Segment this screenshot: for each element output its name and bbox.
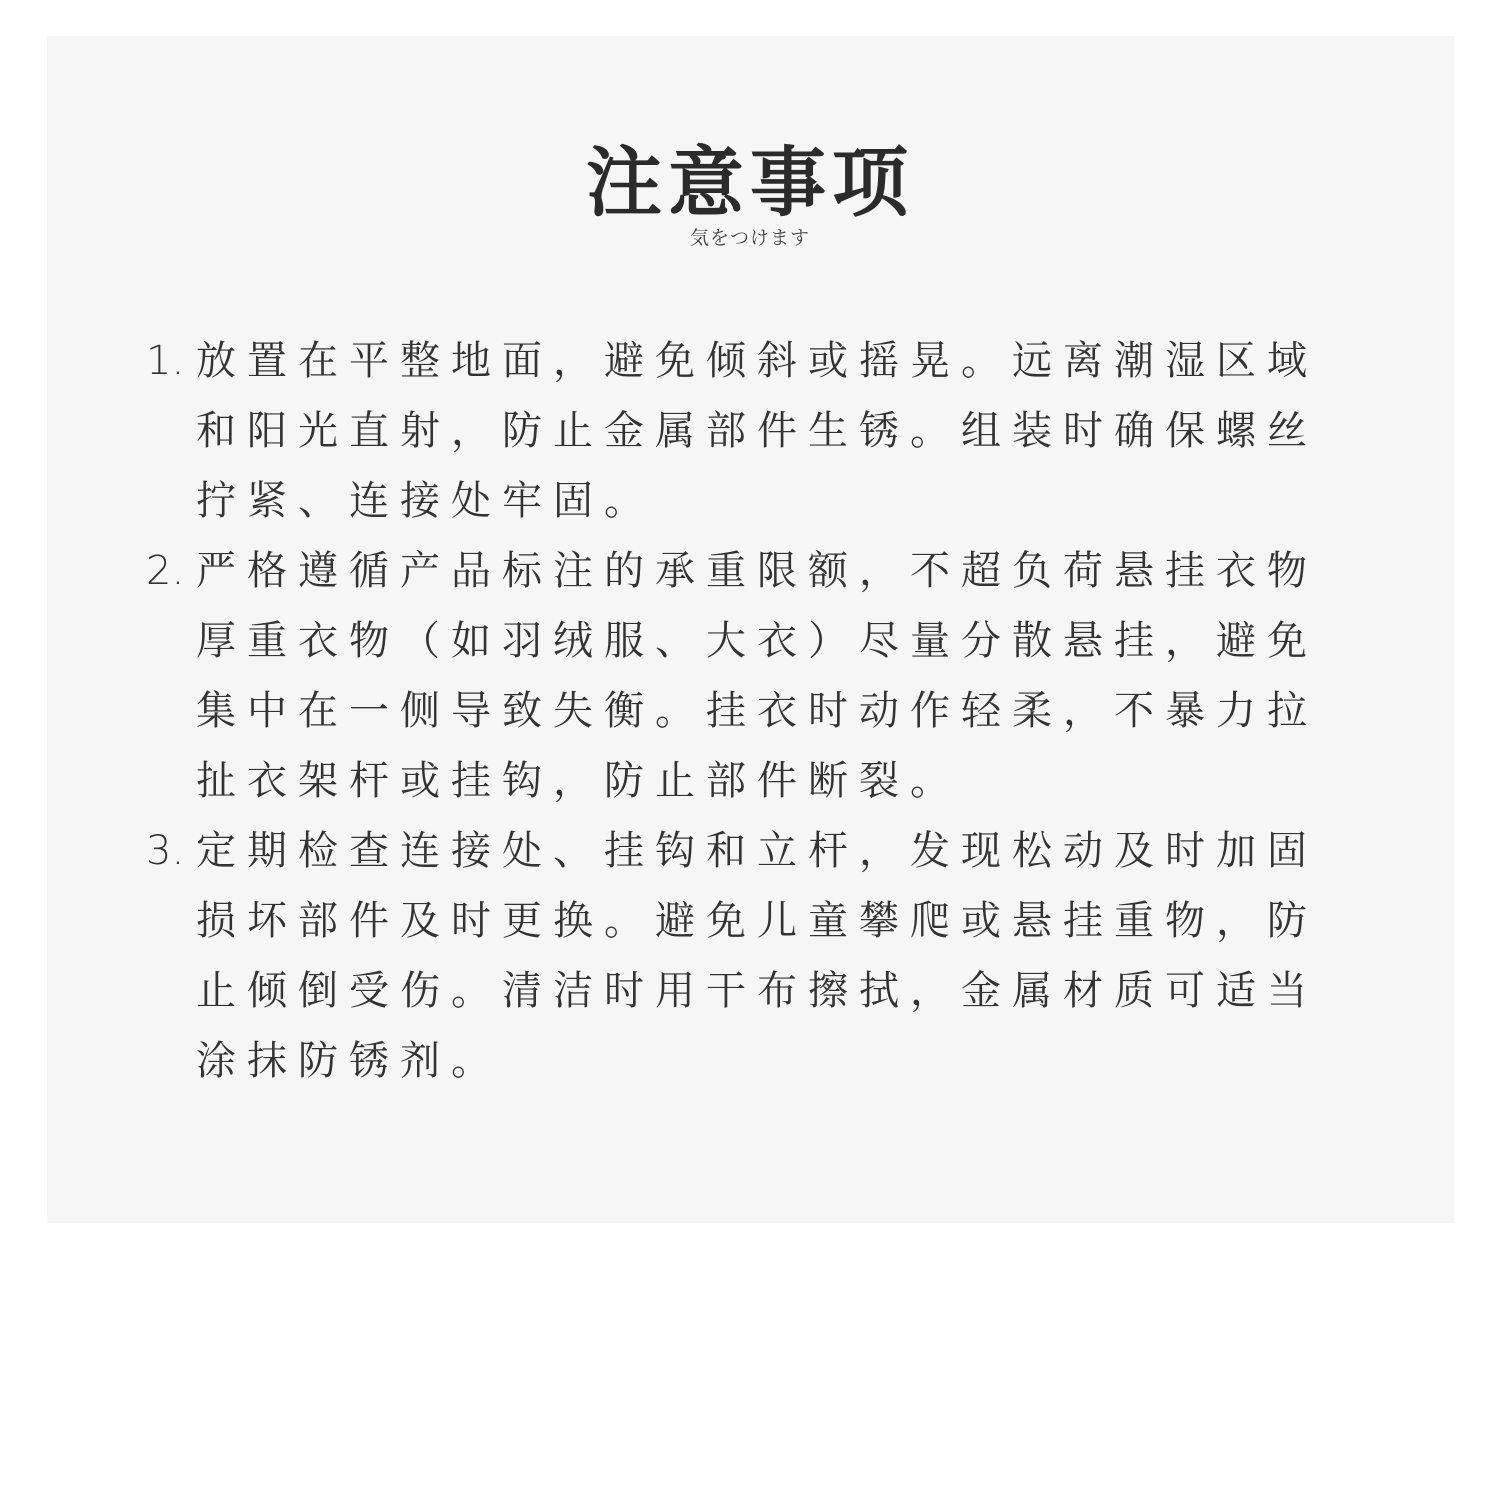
note-number: 1. (146, 338, 185, 384)
note-number: 2. (146, 548, 185, 594)
note-text: 严格遵循产品标注的承重限额，不超负荷悬挂衣物厚重衣物（如羽绒服、大衣）尽量分散悬挂，避免集中在一侧导致失衡。挂衣时动作轻柔，不暴力拉扯衣架杆或挂钩，防止部件断裂。 (196, 548, 1318, 804)
page-subtitle: 気をつけます (689, 227, 810, 249)
page-title: 注意事项 (586, 138, 914, 227)
notes-list (146, 326, 1346, 1096)
note-text: 定期检查连接处、挂钩和立杆，发现松动及时加固损坏部件及时更换。避免儿童攀爬或悬挂重物，防止倾倒受伤。清洁时用干布擦拭，金属材质可适当涂抹防锈剂。 (196, 828, 1318, 1084)
note-item-1 (146, 326, 1346, 536)
note-item-3 (146, 816, 1346, 1096)
note-item-2 (146, 536, 1346, 816)
note-number: 3. (146, 828, 185, 874)
note-text: 放置在平整地面，避免倾斜或摇晃。远离潮湿区域和阳光直射，防止金属部件生锈。组装时确保螺丝拧紧、连接处牢固。 (196, 338, 1318, 524)
